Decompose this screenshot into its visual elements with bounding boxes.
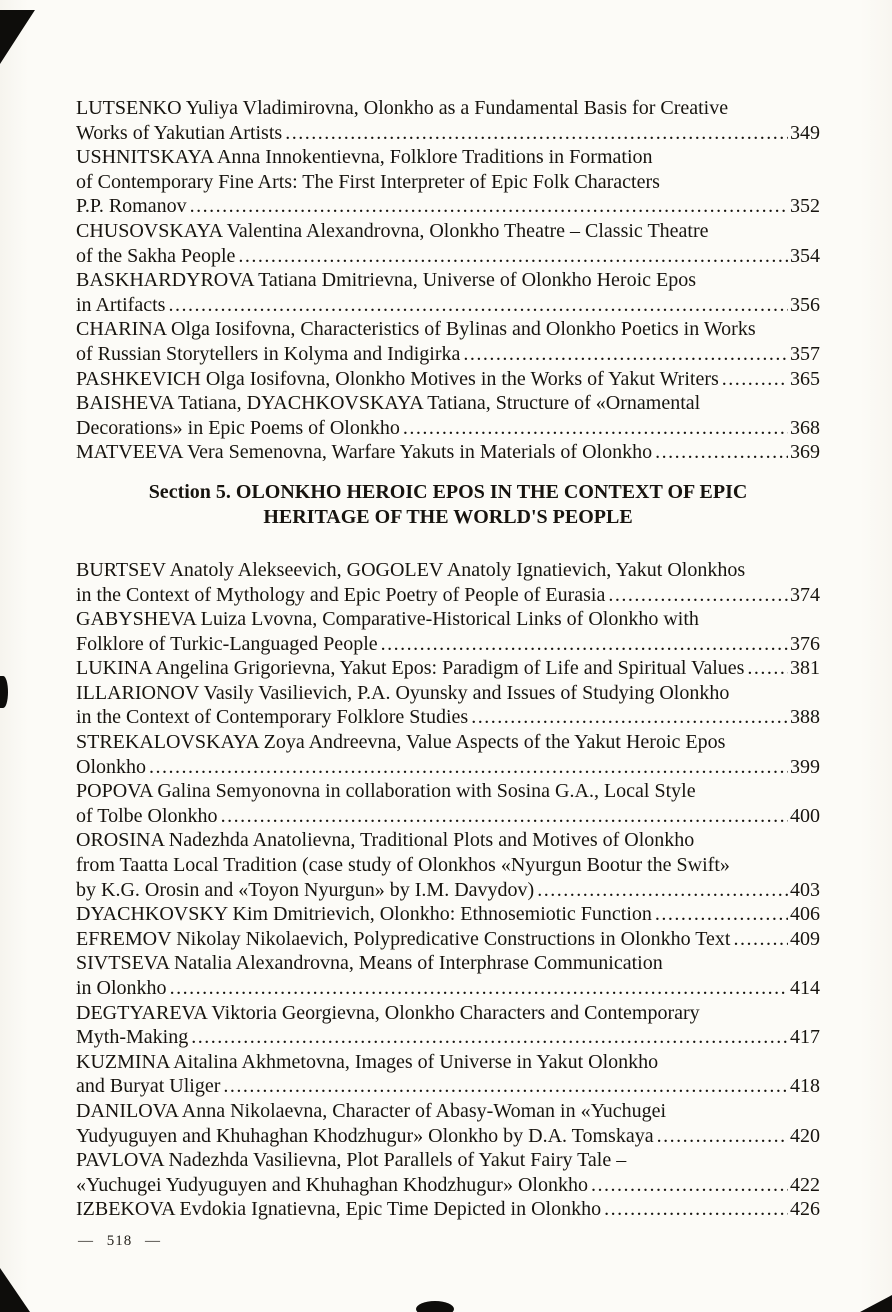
toc-entry-line: ILLARIONOV Vasily Vasilievich, P.A. Oyunsky and Issues of Studying Olonkho [76,681,730,704]
toc-entry [76,1001,820,1050]
toc-entry-text: «Yuchugei Yudyuguyen and Khuhaghan Khodzhugur» Olonkho [76,1173,588,1196]
toc-entry [76,1050,820,1099]
toc-entry [76,927,820,952]
toc-entry-line: DEGTYAREVA Viktoria Georgievna, Olonkho Characters and Contemporary [76,1001,700,1024]
toc-entry [76,828,820,902]
toc-entry-text: LUKINA Angelina Grigorievna, Yakut Epos: Paradigm of Life and Spiritual Values [76,657,745,680]
toc-entry [76,1099,820,1148]
toc-entry [76,96,820,145]
toc-entry [76,1197,820,1222]
dot-leader [471,705,788,730]
toc-entry-line: USHNITSKAYA Anna Innokentievna, Folklore Traditions in Formation [76,146,653,169]
toc-entry-text: DYACHKOVSKY Kim Dmitrievich, Olonkho: Ethnosemiotic Function [76,903,652,926]
dot-leader [403,416,788,441]
toc-entry-text: P.P. Romanov [76,195,187,218]
dot-leader [285,121,788,146]
toc-entry [76,902,820,927]
dot-leader [168,293,788,318]
toc-entry-line: BAISHEVA Tatiana, DYACHKOVSKAYA Tatiana, Structure of «Ornamental [76,392,701,415]
toc-entry [76,607,820,656]
section-heading-line-2: HERITAGE OF THE WORLD'S PEOPLE [263,505,633,528]
toc-entry-text: Yudyuguyen and Khuhaghan Khodzhugur» Olonkho by D.A. Tomskaya [76,1124,654,1147]
toc-entry-last-line [76,244,820,269]
scan-artifact-bottom-left [0,1268,30,1312]
toc-entry-line: DANILOVA Anna Nikolaevna, Character of Abasy-Woman in «Yuchugei [76,1099,667,1122]
toc-entry-text: in the Context of Contemporary Folklore Studies [76,706,469,729]
toc-entry-text: in the Context of Mythology and Epic Poetry of People of Eurasia [76,583,606,606]
toc-entry-last-line [76,902,820,927]
toc-entry-line: BURTSEV Anatoly Alekseevich, GOGOLEV Anatoly Ignatievich, Yakut Olonkhos [76,558,746,581]
toc-entry-last-line [76,656,820,681]
scan-artifact-top-left [0,10,38,64]
dot-leader [655,902,788,927]
toc-page-number: 354 [790,244,820,267]
toc-page-number: 409 [790,927,820,950]
toc-entry [76,1148,820,1197]
toc-page-number: 388 [790,706,820,729]
toc-entry-last-line [76,1124,820,1149]
toc-entry-text: by K.G. Orosin and «Toyon Nyurgun» by I.M. Davydov) [76,878,535,901]
toc-list-upper [76,96,820,465]
toc-entry-text: Folklore of Turkic-Languaged People [76,632,378,655]
toc-entry-last-line [76,194,820,219]
toc-page-number: 374 [790,583,820,606]
dot-leader [149,755,788,780]
dot-leader [170,976,788,1001]
dot-leader [537,878,788,903]
toc-entry-text: PASHKEVICH Olga Iosifovna, Olonkho Motives in the Works of Yakut Writers [76,367,719,390]
toc-entry-line: OROSINA Nadezhda Anatolievna, Traditional Plots and Motives of Olonkho [76,829,695,852]
dot-leader [722,367,788,392]
toc-page-number: 418 [790,1075,820,1098]
dot-leader [191,1025,788,1050]
toc-entry-last-line [76,1197,820,1222]
toc-page-number: 403 [790,878,820,901]
toc-page-number: 426 [790,1198,820,1221]
section-heading-line-1: Section 5. OLONKHO HEROIC EPOS IN THE CONTEXT OF EPIC [148,480,748,503]
toc-entry-last-line [76,1074,820,1099]
toc-page-number: 365 [790,367,820,390]
toc-entry-last-line [76,121,820,146]
toc-page-number: 422 [790,1173,820,1196]
dot-leader [238,244,788,269]
toc-entry-last-line [76,1173,820,1198]
dot-leader [604,1197,788,1222]
toc-page-number: 406 [790,903,820,926]
toc-entry-last-line [76,632,820,657]
toc-entry-last-line [76,804,820,829]
toc-entry-last-line [76,1025,820,1050]
toc-entry-line: CHUSOVSKAYA Valentina Alexandrovna, Olonkho Theatre – Classic Theatre [76,219,709,242]
dot-leader [463,342,788,367]
dot-leader [223,1074,788,1099]
dot-leader [608,583,788,608]
toc-entry-last-line [76,293,820,318]
dot-leader [747,656,788,681]
toc-page-number: 349 [790,121,820,144]
dot-leader [591,1173,788,1198]
toc-entry-text: IZBEKOVA Evdokia Ignatievna, Epic Time Depicted in Olonkho [76,1198,602,1221]
toc-entry [76,779,820,828]
toc-entry [76,367,820,392]
toc-entry-last-line [76,927,820,952]
toc-entry-last-line [76,976,820,1001]
toc-page-number: 376 [790,632,820,655]
toc-page-number: 356 [790,293,820,316]
toc-entry-line: from Taatta Local Tradition (case study of Olonkhos «Nyurgun Bootur the Swift» [76,854,730,877]
dot-leader [657,1124,788,1149]
toc-entry-line: GABYSHEVA Luiza Lvovna, Comparative-Historical Links of Olonkho with [76,608,699,631]
toc-entry-line: CHARINA Olga Iosifovna, Characteristics of Bylinas and Olonkho Poetics in Works [76,318,756,341]
toc-page-number: 368 [790,416,820,439]
scan-artifact-bottom-right [860,1295,892,1312]
toc-entry [76,558,820,607]
dot-leader [655,440,788,465]
toc-entry-line: BASKHARDYROVA Tatiana Dmitrievna, Universe of Olonkho Heroic Epos [76,269,697,292]
toc-page-number: 400 [790,804,820,827]
toc-list-lower [76,558,820,1222]
toc-entry-line: STREKALOVSKAYA Zoya Andreevna, Value Aspects of the Yakut Heroic Epos [76,731,726,754]
toc-entry-last-line [76,705,820,730]
toc-entry [76,681,820,730]
dot-leader [190,194,788,219]
toc-entry-text: Olonkho [76,755,146,778]
toc-entry [76,145,820,219]
toc-entry [76,219,820,268]
toc-entry-line: LUTSENKO Yuliya Vladimirovna, Olonkho as a Fundamental Basis for Creative [76,97,729,119]
toc-entry-text: MATVEEVA Vera Semenovna, Warfare Yakuts in Materials of Olonkho [76,441,653,464]
toc-entry [76,656,820,681]
toc-page-number: 381 [790,657,820,680]
scan-artifact-left-edge [0,676,8,708]
toc-page-number: 357 [790,342,820,365]
toc-page-number: 369 [790,441,820,464]
toc-entry-text: Decorations» in Epic Poems of Olonkho [76,416,400,439]
toc-entry-text: in Olonkho [76,977,167,999]
toc-page-number: 352 [790,195,820,218]
toc-entry [76,317,820,366]
page-number-footer: — 518 — [78,1233,161,1249]
toc-entry-last-line [76,440,820,465]
toc-entry-text: Myth-Making [76,1026,189,1049]
toc-page-number: 414 [790,977,820,999]
toc-entry-last-line [76,878,820,903]
dot-leader [221,804,788,829]
toc-entry-last-line [76,583,820,608]
toc-page-number: 399 [790,755,820,778]
toc-entry-text: of Tolbe Olonkho [76,804,218,827]
toc-entry-last-line [76,755,820,780]
dot-leader [381,632,788,657]
toc-entry-last-line [76,367,820,392]
toc-entry-text: and Buryat Uliger [76,1075,221,1098]
scan-artifact-bottom-center [416,1301,454,1312]
toc-entry-line: SIVTSEVA Natalia Alexandrovna, Means of Interphrase Communication [76,952,663,975]
toc-entry-line: POPOVA Galina Semyonovna in collaboration with Sosina G.A., Local Style [76,780,696,803]
toc-entry [76,440,820,465]
toc-page-number: 420 [790,1124,820,1147]
toc-entry-text: of the Sakha People [76,244,236,267]
toc-entry [76,391,820,440]
toc-entry [76,951,820,1000]
toc-entry [76,268,820,317]
dot-leader [733,927,788,952]
toc-entry-last-line [76,416,820,441]
toc-entry-text: in Artifacts [76,293,166,316]
toc-entry-text: Works of Yakutian Artists [76,121,283,144]
toc-entry-text: EFREMOV Nikolay Nikolaevich, Polypredicative Constructions in Olonkho Text [76,927,731,950]
toc-entry-line: of Contemporary Fine Arts: The First Interpreter of Epic Folk Characters [76,170,660,193]
section-heading [76,480,820,530]
toc-entry-text: of Russian Storytellers in Kolyma and Indigirka [76,342,461,365]
toc-content [76,96,820,1222]
toc-entry-line: KUZMINA Aitalina Akhmetovna, Images of Universe in Yakut Olonkho [76,1050,659,1073]
toc-page-number: 417 [790,1026,820,1049]
toc-entry-last-line [76,342,820,367]
toc-entry-line: PAVLOVA Nadezhda Vasilievna, Plot Parallels of Yakut Fairy Tale – [76,1149,627,1172]
toc-entry [76,730,820,779]
